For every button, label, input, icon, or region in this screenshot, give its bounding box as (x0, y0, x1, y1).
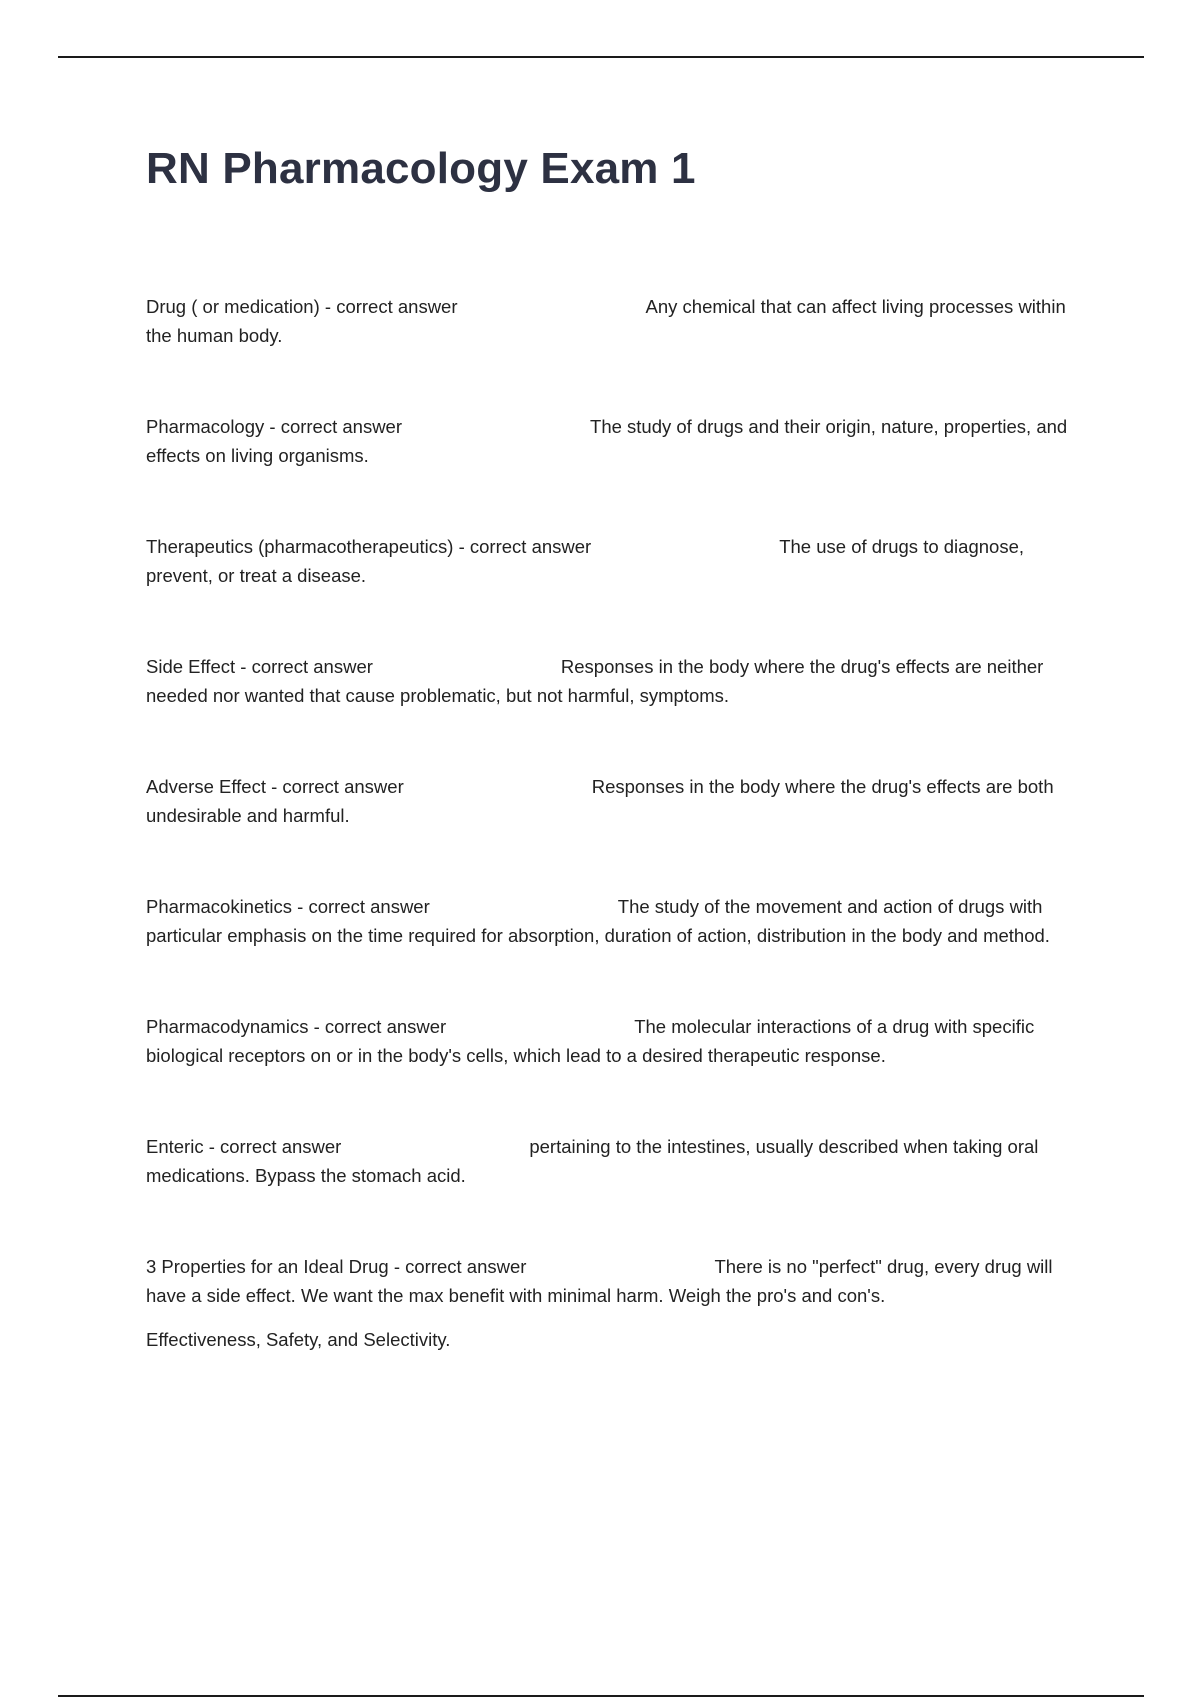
entry-term: Side Effect - correct answer (146, 656, 373, 677)
entry-term: Pharmacokinetics - correct answer (146, 896, 430, 917)
entry-term: Enteric - correct answer (146, 1136, 342, 1157)
flashcard-entry (146, 532, 1086, 590)
flashcard-entry (146, 892, 1086, 950)
entry-definition: Responses in the body where the drug's effects are both undesirable and harmful. (146, 776, 1054, 826)
entry-term: Drug ( or medication) - correct answer (146, 296, 458, 317)
flashcard-list (146, 292, 1086, 1354)
top-rule (58, 56, 1144, 58)
flashcard-entry (146, 412, 1086, 470)
flashcard-entry (146, 1252, 1086, 1354)
entry-definition: The use of drugs to diagnose, prevent, or treat a disease. (146, 536, 1024, 586)
entry-term: Pharmacology - correct answer (146, 416, 403, 437)
entry-term: Therapeutics (pharmacotherapeutics) - correct answer (146, 536, 592, 557)
entry-extra-note: Effectiveness, Safety, and Selectivity. (146, 1329, 451, 1350)
bottom-rule (58, 1695, 1144, 1697)
flashcard-entry (146, 772, 1086, 830)
entry-definition: Any chemical that can affect living processes within the human body. (146, 296, 1066, 346)
entry-definition: pertaining to the intestines, usually described when taking oral medications. Bypass the stomach acid. (146, 1136, 1039, 1186)
flashcard-entry (146, 292, 1086, 350)
entry-term: Adverse Effect - correct answer (146, 776, 404, 797)
entry-definition: The study of drugs and their origin, nature, properties, and effects on living organisms. (146, 416, 1068, 466)
entry-definition: The molecular interactions of a drug with specific biological receptors on or in the body's cells, which lead to a desired therapeutic response. (146, 1016, 1035, 1066)
entry-definition: There is no "perfect" drug, every drug will have a side effect. We want the max benefit with minimal harm. Weigh the pro's and con's. (146, 1256, 1053, 1306)
flashcard-entry (146, 652, 1086, 710)
entry-term: 3 Properties for an Ideal Drug - correct answer (146, 1256, 527, 1277)
document-title: RN Pharmacology Exam 1 (146, 144, 696, 193)
entry-term: Pharmacodynamics - correct answer (146, 1016, 447, 1037)
entry-definition: Responses in the body where the drug's effects are neither needed nor wanted that cause problematic, but not harmful, symptoms. (146, 656, 1044, 706)
entry-definition: The study of the movement and action of drugs with particular emphasis on the time required for absorption, duration of action, distribution in the body and method. (146, 896, 1050, 946)
flashcard-entry (146, 1132, 1086, 1190)
flashcard-entry (146, 1012, 1086, 1070)
